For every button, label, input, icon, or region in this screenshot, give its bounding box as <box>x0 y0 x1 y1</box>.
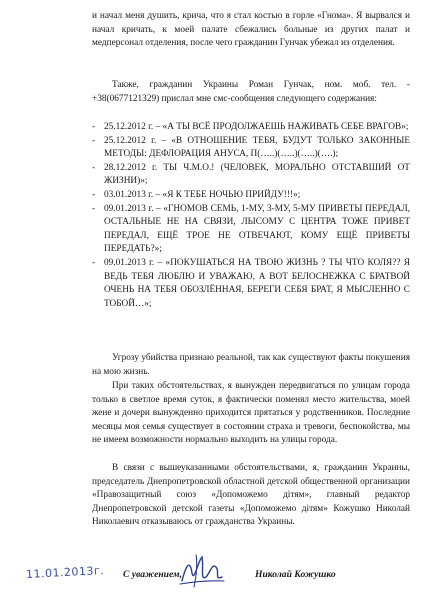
sms-item: - 09.01.2013 г. – «ПОКУШАТЬСЯ НА ТВОЮ ЖИЗНЬ ? ТЫ ЧТО КОЛЯ?? Я ВЕДЬ ТЕБЯ ЛЮБЛЮ И УВАЖАЮ, А ВОТ БЕЛОСНЕЖКА С БРАТВОЙ ОЧЕНЬ НА ТЕБЯ ОБОЗЛЁННАЯ, БЕРЕГИ СЕБЯ БРАТ, Я МЫСЛЕННО С ТОБОЙ…»; <box>92 257 410 311</box>
paragraph-sms-intro: Также, гражданин Украины Роман Гунчак, ном. моб. тел. - +38(0677121329) прислал мне смс-сообщения следующего содержания: <box>92 80 410 104</box>
paragraph-circumstances: При таких обстоятельствах, я вынужден передвигаться по улицам города только в светлое время суток, я фактически поменял место жительства, моей жене и дочери вынужденно приходится прятаться у родственников. Последние месяцы моя семья существует в состоянии страха и тревоги, беспокойства, мы не имеем возможности нормально выходить на улицы города. <box>92 381 410 446</box>
closing-phrase: С уважением, <box>123 569 182 580</box>
sms-item: - 28.12.2012 г. ТЫ Ч.М.О.! (ЧЕЛОВЕК, МОРАЛЬНО ОТСТАВШИЙ ОТ ЖИЗНИ)»; <box>92 162 410 189</box>
signer-name: Николай Кожушко <box>255 569 336 580</box>
signature-row <box>0 563 430 593</box>
sms-item: - 03.01.2013 г. – «Я К ТЕБЕ НОЧЬЮ ПРИЙДУ!!!»; <box>92 189 410 203</box>
paragraph-renunciation: В связи с вышеуказанными обстоятельствами, я, гражданин Украины, председатель Днепропетровской областной детской общественной организации «Правозащитный союз «Допоможемо дітям», главный редактор Днепропетровской детской газеты «Допоможемо дітям» Кожушко Николай Николаевич отказываюсь от гражданства Украины. <box>92 463 410 528</box>
sms-list <box>92 121 410 311</box>
paragraph-threat: Угрозу убийства признаю реальной, так как существуют факты покушения на мою жизнь. <box>92 353 410 377</box>
handwritten-signature <box>176 551 228 591</box>
handwritten-date: 11.01.2013г. <box>25 563 105 582</box>
paragraph-intro: и начал меня душить, крича, что я стал костью в горле «Гнома». Я вырвался и начал кричать, к моей палате сбежались больные из других палат и медперсонал отделения, после чего гражданин Гунчак убежал из отделения. <box>92 11 410 49</box>
sms-item: - 25.12.2012 г. – «В ОТНОШЕНИЕ ТЕБЯ, БУДУТ ТОЛЬКО ЗАКОННЫЕ МЕТОДЫ: ДЕФЛОРАЦИЯ АНУСА, П(…..)(…..)(…..)(….); <box>92 135 410 162</box>
sms-item: - 09.01.2013 г. – «ГНОМОВ СЕМЬ, 1-МУ, 3-МУ, 5-МУ ПРИВЕТЫ ПЕРЕДАЛ, ОСТАЛЬНЫЕ НЕ НА СВЯЗИ, ЛЫСОМУ С ЦЕНТРА ТОЖЕ ПРИВЕТ ПЕРЕДАЛ, ЕЩЁ ТРОЕ НЕ ОТВЕЧАЮТ, КОМУ ЕЩЁ ПРИВЕТЫ ПЕРЕДАТЬ?»; <box>92 203 410 257</box>
sms-item: - 25.12.2012 г. – «А ТЫ ВСЁ ПРОДОЛЖАЕШЬ НАЖИВАТЬ СЕБЕ ВРАГОВ»; <box>92 121 410 135</box>
